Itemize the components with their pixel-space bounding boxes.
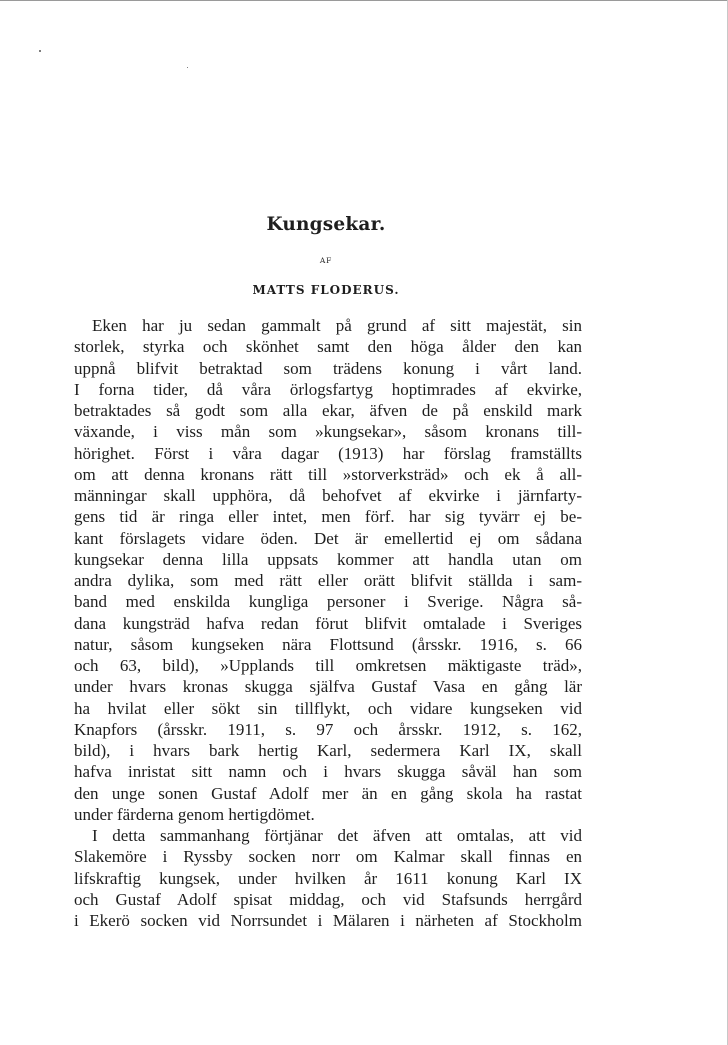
paper-speck [39,50,41,52]
byline-prefix: AF [319,256,333,265]
text-line: växande, i viss mån som »kungsekar», såsom kronans till- [74,422,582,442]
text-line: bild), i hvars bark hertig Karl, sedermera Karl IX, skall [74,741,582,760]
text-line: ha hvilat eller sökt sin tillflykt, och vidare kungseken vid [74,698,582,718]
text-line: Knapfors (årsskr. 1911, s. 97 och årsskr. 1912, s. 162, [74,719,582,739]
paper-speck [187,67,188,68]
text-line: Eken har ju sedan gammalt på grund af sitt majestät, sin [92,316,582,335]
text-line: I detta sammanhang förtjänar det äfven att omtalas, att vid [92,826,582,845]
text-line: I forna tider, då våra örlogsfartyg hoptimrades af ekvirke, [74,379,582,399]
text-line: natur, såsom kungseken nära Flottsund (årsskr. 1916, s. 66 [74,634,582,654]
text-line: andra dylika, som med rätt eller orätt blifvit ställda i sam- [74,571,582,590]
text-line: kungsekar denna lilla uppsats kommer att handla utan om [74,549,582,569]
author-name: MATTS FLODERUS. [252,283,400,297]
paragraph [74,825,582,931]
text-line: betraktades så godt som alla ekar, äfven de på enskild mark [74,401,582,420]
text-line: och 63, bild), »Upplands till omkretsen mäktigaste träd», [74,656,582,675]
text-line: under hvars kronas skugga själfva Gustaf Vasa en gång lär [74,677,582,697]
text-line: i Ekerö socken vid Norrsundet i Mälaren i närheten af Stockholm [74,911,582,930]
text-line: under färderna genom hertigdömet. [74,804,315,824]
text-line: hörighet. Först i våra dagar (1913) har förslag framställts [74,443,582,463]
article-body [74,315,582,931]
text-line: männingar skall upphöra, då behofvet af ekvirke i järnfarty- [74,486,582,505]
text-line: kant förslagets vidare öden. Det är emellertid ej om sådana [74,528,582,548]
text-line: gens tid är ringa eller intet, men förf. har sig tyvärr ej be- [74,507,582,527]
text-line: hafva inristat sitt namn och i hvars skugga såväl han som [74,762,582,782]
text-line: uppnå blifvit betraktad som trädens konung i vårt land. [74,358,582,378]
text-line: och Gustaf Adolf spisat middag, och vid Stafsunds herrgård [74,889,582,909]
text-line: Slakemöre i Ryssby socken norr om Kalmar skall finnas en [74,847,582,867]
text-line: storlek, styrka och skönhet samt den höga ålder den kan [74,337,582,357]
page-top-edge [0,0,728,1]
text-line: band med enskilda kungliga personer i Sverige. Några så- [74,592,582,612]
text-line: dana kungsträd hafva redan förut blifvit omtalade i Sveriges [74,613,582,633]
paragraph [74,315,582,825]
article-title: Kungsekar. [266,214,386,235]
text-line: lifskraftig kungsek, under hvilken år 1611 konung Karl IX [74,868,582,888]
text-line: den unge sonen Gustaf Adolf mer än en gång skola ha rastat [74,783,582,803]
text-line: om att denna kronans rätt till »storverksträd» och ek å all- [74,464,582,484]
